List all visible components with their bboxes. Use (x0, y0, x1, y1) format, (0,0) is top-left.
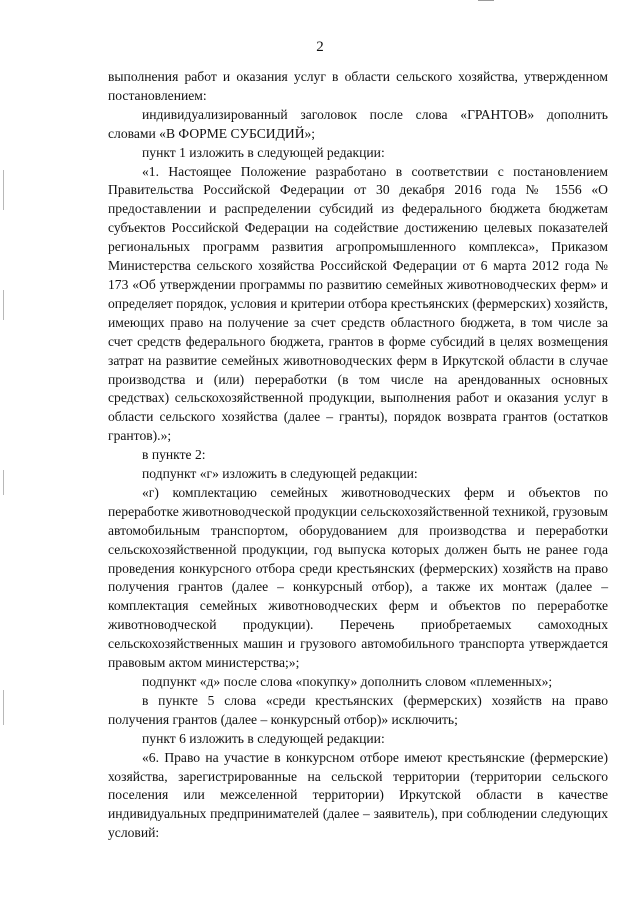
paragraph-point-1-text: «1. Настоящее Положение разработано в соответствии с постановлением Правительства Российской Федерации от 30 декабря 2016 года № 1556 «О предоставлении и распределении субсидий из федерального бюджета бюджетам субъектов Российской Федерации на содействие достижению целевых показателей региональных программ развития агропромышленного комплекса», Приказом Министерства сельского хозяйства Российской Федерации от 6 марта 2012 года № 173 «Об утверждении программы по развитию семейных животноводческих ферм» и определяет порядок, условия и критерии отбора крестьянских (фермерских) хозяйств, имеющих право на получение за счет средств областного бюджета, в том числе за счет средств федерального бюджета, грантов в форме субсидий в целях возмещения затрат на развитие семейных животноводческих ферм в Иркутской области в случае производства и (или) переработки (в том числе на арендованных основных средствах) сельскохозяйственной продукции, выполнения работ и оказания услуг в области сельского хозяйства (далее – гранты), порядок возврата грантов (остатков грантов).»; (108, 163, 609, 444)
paragraph-point-6-text: «6. Право на участие в конкурсном отборе имеют крестьянские (фермерские) хозяйства, зарегистрированные на сельской территории (территории сельского поселения или межселенной территории) Иркутской области в качестве индивидуальных предпринимателей (далее – заявитель), при соблюдении следующих условий: (108, 749, 608, 841)
paragraph-point-5: в пункте 5 слова «среди крестьянских (фермерских) хозяйств на право получения грантов (далее – конкурсный отбор)» исключить; (108, 692, 608, 727)
paragraph-subpoint-d: подпункт «д» после слова «покупку» дополнить словом «племенных»; (142, 674, 553, 689)
paragraph-title-amendment: индивидуализированный заголовок после слова «ГРАНТОВ» дополнить словами «В ФОРМЕ СУБСИДИЙ»; (108, 106, 608, 141)
scan-mark (478, 0, 494, 1)
document-body (108, 68, 608, 843)
page-number: 2 (316, 39, 324, 55)
paragraph-subpoint-g-heading: подпункт «г» изложить в следующей редакции: (142, 466, 418, 482)
paragraph-point-1-heading: пункт 1 изложить в следующей редакции: (142, 144, 385, 160)
scan-edge-marks (3, 170, 5, 770)
paragraph-intro: выполнения работ и оказания услуг в области сельского хозяйства, утвержденном постановлением: (108, 69, 608, 103)
paragraph-subpoint-g-text: «г) комплектацию семейных животноводческих ферм и объектов по переработке животноводческой продукции сельскохозяйственной техникой, грузовым автомобильным транспортом, оборудованием для производства и переработки сельскохозяйственной продукции, год выпуска которых должен быть не ранее года проведения конкурсного отбора среди крестьянских (фермерских) хозяйств на право получения грантов (далее – конкурсный отбор), а также их монтаж (далее – комплектация семейных животноводческих ферм и объектов по переработке животноводческой продукции). Перечень приобретаемых самоходных сельскохозяйственных машин и грузового автомобильного транспорта утверждается правовым актом министерства;»; (108, 484, 608, 671)
paragraph-point-2-heading: в пункте 2: (142, 447, 206, 463)
paragraph-point-6-heading: пункт 6 изложить в следующей редакции: (142, 730, 385, 746)
